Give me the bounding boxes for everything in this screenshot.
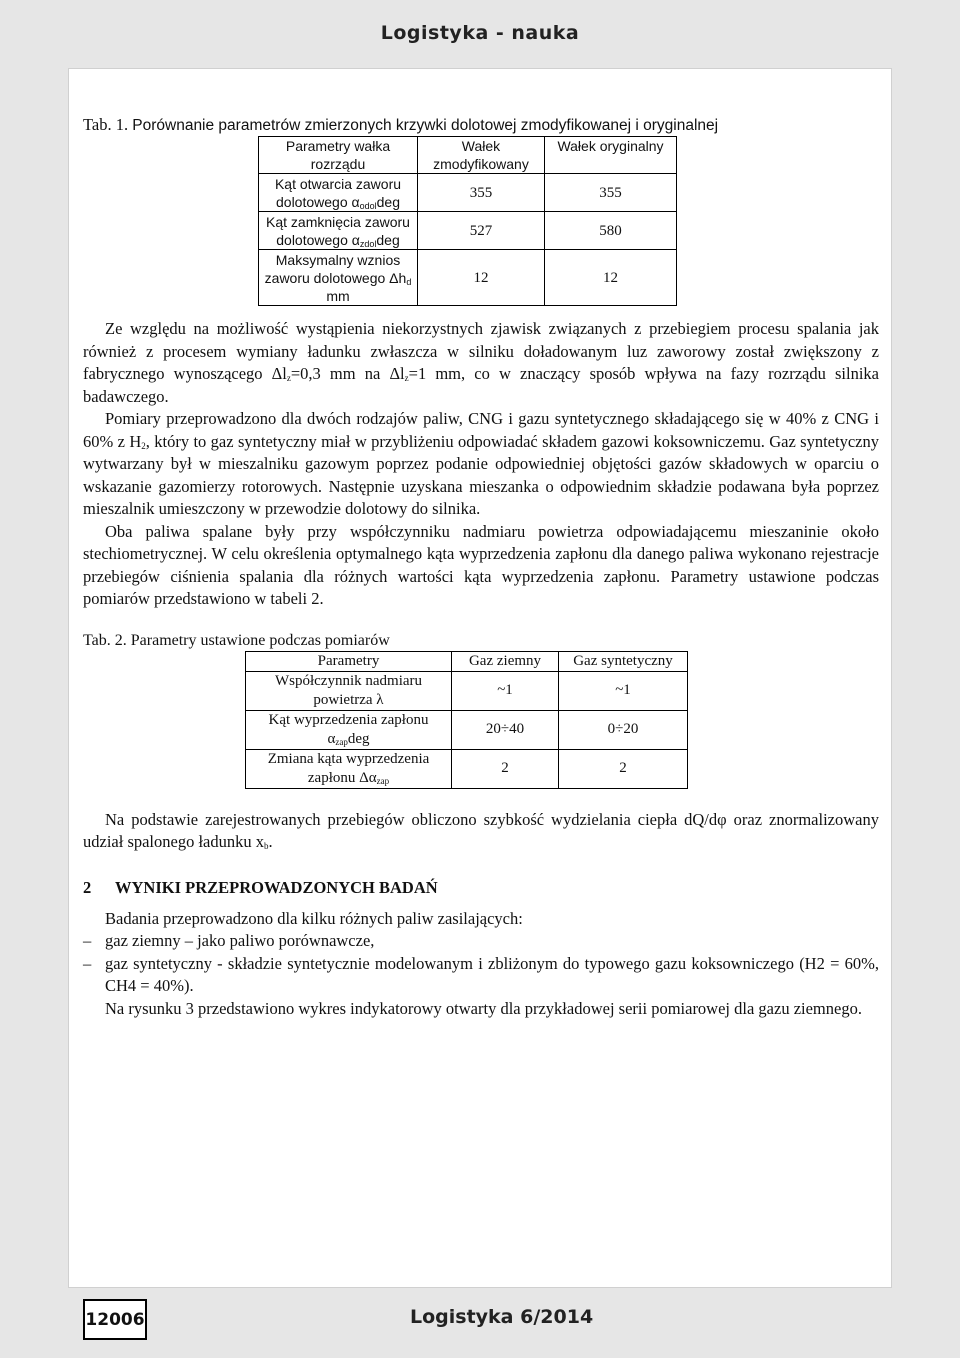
table-cell: 2 bbox=[452, 749, 559, 788]
table-cell: 12 bbox=[418, 250, 545, 306]
table-header-cell: Wałek zmodyfikowany bbox=[418, 137, 545, 174]
table-cell-label: Współczynnik nadmiaru powietrza λ bbox=[246, 671, 452, 710]
table-row bbox=[259, 250, 677, 306]
table-cell: 20÷40 bbox=[452, 710, 559, 749]
page bbox=[68, 68, 892, 1288]
table-cell: 0÷20 bbox=[559, 710, 688, 749]
table-cell: 527 bbox=[418, 212, 545, 250]
list-item: – gaz ziemny – jako paliwo porównawcze, bbox=[83, 931, 375, 950]
table-cell: 12 bbox=[545, 250, 677, 306]
table-header-cell: Parametry bbox=[246, 651, 452, 671]
table-cell-label: Zmiana kąta wyprzedzenia zapłonu $\Delta\alpha_{zap}$ bbox=[246, 749, 452, 788]
page-number-box: 12006 bbox=[83, 1299, 147, 1340]
table-row bbox=[259, 174, 677, 212]
table-header-row bbox=[246, 651, 688, 671]
table-header-cell: Wałek oryginalny bbox=[545, 137, 677, 174]
table-cell: ~1 bbox=[559, 671, 688, 710]
table2-caption: Tab. 2. Parametry ustawione podczas pomiarów bbox=[83, 631, 390, 649]
table-cell-label: Kąt zamknięcia zaworu dolotowego $\alpha_{zdol}deg$ bbox=[259, 212, 418, 250]
paragraph-3: Oba paliwa spalane były przy współczynniku nadmiaru powietrza odpowiadającemu mieszaninie około stechiometrycznej. W celu określenia optymalnego kąta wyprzedzenia zapłonu dla danego paliwa wykonano rejestracje przebiegów ciśnienia spalania dla różnych wartości kąta wyprzedzenia zapłonu. Parametry ustawione podczas pomiarów przedstawiono w tabeli 2. bbox=[83, 521, 879, 608]
table-cell: 2 bbox=[559, 749, 688, 788]
table1-caption-text: Porównanie parametrów zmierzonych krzywki dolotowej zmodyfikowanej i oryginalnej bbox=[132, 117, 719, 134]
section-heading: 2 WYNIKI PRZEPROWADZONYCH BADAŃ bbox=[83, 877, 438, 897]
paragraph-2: Pomiary przeprowadzono dla dwóch rodzajów paliw, CNG i gazu syntetycznego składającego się w 40% z CNG i 60% z $H_2$, który to gaz syntetyczny miał w przybliżeniu odpowiadać składem gazowi koksowniczemu. Gaz syntetyczny wytwarzany był w mieszalniku gazowym poprzez podanie odpowiedniej objętości gazów składowych w oparciu o wskazanie gazomierzy rotorowych. Następnie uzyskana mieszanka o odpowiednim składzie podawana była poprzez mieszalnik umieszczony w przewodzie dolotowy do silnika. bbox=[83, 409, 879, 518]
page-content bbox=[83, 115, 879, 1020]
table-row bbox=[246, 710, 688, 749]
journal-footer: Logistyka 6/2014 bbox=[410, 1306, 594, 1328]
section-intro: Badania przeprowadzono dla kilku różnych paliw zasilających: bbox=[105, 908, 523, 928]
list-item: – gaz syntetyczny - składzie syntetycznie modelowanym i zbliżonym do typowego gazu koksowniczego (H2 = 60%, CH4 = 40%). bbox=[83, 953, 879, 995]
table-row bbox=[246, 671, 688, 710]
table-cell: 355 bbox=[418, 174, 545, 212]
table-row bbox=[246, 749, 688, 788]
running-header: Logistyka - nauka bbox=[380, 22, 580, 44]
table2 bbox=[245, 651, 688, 789]
table-cell-label: Kąt otwarcia zaworu dolotowego $\alpha_{odol}deg$ bbox=[259, 174, 418, 212]
table-row bbox=[259, 212, 677, 250]
table-cell: ~1 bbox=[452, 671, 559, 710]
table-cell-label: Maksymalny wznios zaworu dolotowego $\Delta h_d$ mm bbox=[259, 250, 418, 306]
table1-caption bbox=[83, 115, 879, 136]
table1 bbox=[258, 136, 677, 306]
table-header-cell: Gaz syntetyczny bbox=[559, 651, 688, 671]
section-outro: Na rysunku 3 przedstawiono wykres indykatorowy otwarty dla przykładowej serii pomiarowej dla gazu ziemnego. bbox=[105, 998, 862, 1018]
table-cell: 580 bbox=[545, 212, 677, 250]
table-header-row bbox=[259, 137, 677, 174]
table-header-cell: Parametry wałka rozrządu bbox=[259, 137, 418, 174]
table-header-cell: Gaz ziemny bbox=[452, 651, 559, 671]
table-cell: 355 bbox=[545, 174, 677, 212]
paragraph-1: Ze względu na możliwość wystąpienia niekorzystnych zjawisk związanych z przebiegiem procesu spalania jak również z procesem wymiany ładunku zwłaszcza w silniku doładowanym luz zaworowy został zwiększony z fabrycznego wynoszącego $\Delta l_z=0,3$ mm na $\Delta l_z=1$ mm, co w znaczący sposób wpływa na fazy rozrządu silnika badawczego. bbox=[83, 319, 879, 406]
paragraph-4: Na podstawie zarejestrowanych przebiegów obliczono szybkość wydzielania ciepła dQ/dφ oraz znormalizowany udział spalonego ładunku $x_b$. bbox=[83, 809, 879, 851]
table1-caption-label: Tab. 1. bbox=[83, 115, 129, 134]
table-cell-label: Kąt wyprzedzenia zapłonu $\alpha_{zap}deg$ bbox=[246, 710, 452, 749]
